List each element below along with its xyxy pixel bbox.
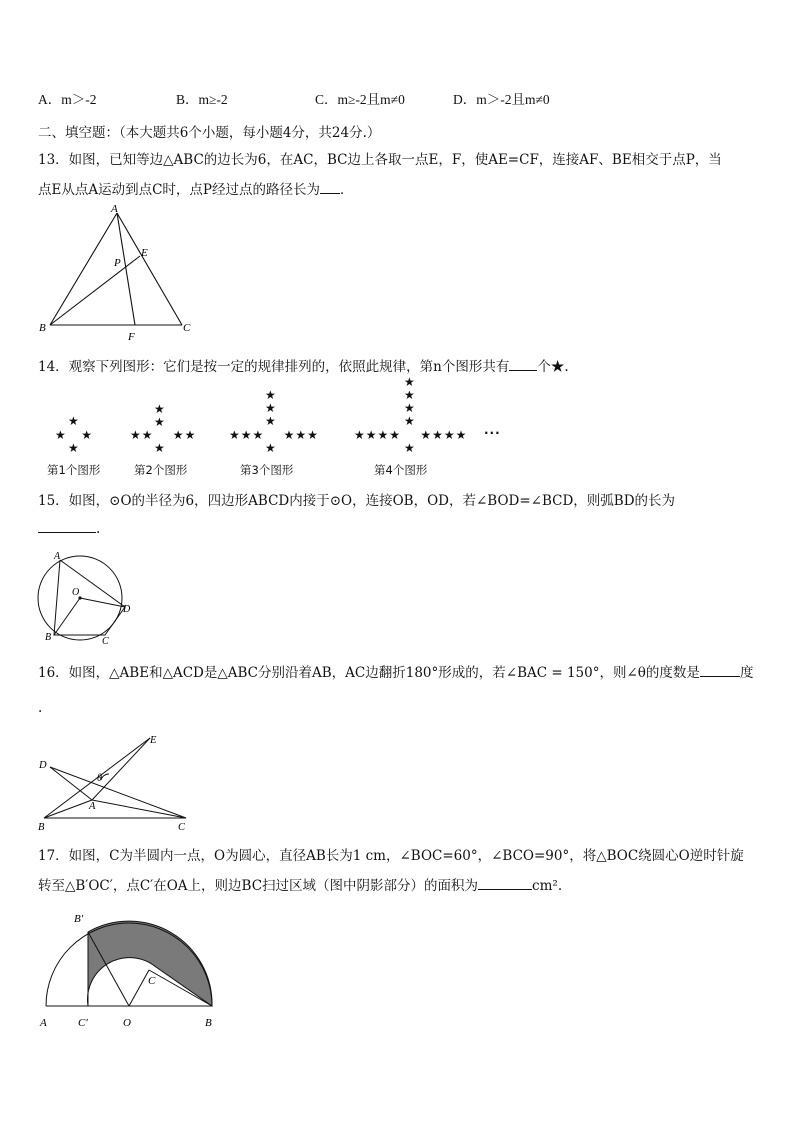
q16-text-line1: 16．如图，△ABE和△ACD是△ABC分别沿着AB，AC边翻折180°形成的，若∠BAC = 150°，则∠θ的度数是 度 — [38, 665, 754, 681]
label-o: O — [123, 1017, 131, 1029]
section-title: 二、填空题：（本大题共6个小题，每小题4分，共24分.） — [38, 125, 381, 141]
star: ★ — [154, 441, 166, 455]
caption-fig2: 第2个图形 — [134, 463, 188, 477]
label-c: C — [148, 975, 156, 987]
q14-star-patterns — [0, 370, 794, 460]
answer-blank — [700, 664, 740, 677]
q17-text-line1: 17．如图，C为半圆内一点，O为圆心，直径AB长为1 cm，∠BOC=60°，∠BCO=90°，将△BOC绕圆心O逆时针旋 — [38, 848, 744, 864]
q16-text-line2: . — [38, 700, 43, 716]
label-p: P — [114, 257, 121, 269]
label-c: C — [178, 822, 186, 833]
label-a: A — [54, 551, 61, 562]
q13-triangle-figure — [30, 200, 210, 345]
option-d: D．m＞-2且m≠0 — [453, 92, 550, 107]
star: ★ — [154, 402, 166, 416]
star-row: ★ ★ — [55, 428, 93, 442]
label-theta: θ — [97, 773, 102, 784]
star-row: ★★★ ★★★ — [229, 428, 319, 442]
answer-blank — [320, 181, 340, 194]
q13-text-line2: 点E从点A运动到点C时，点P经过点的路径长为 ． — [38, 182, 354, 198]
label-o: O — [72, 587, 80, 598]
answer-blank — [478, 877, 532, 890]
option-c: C．m≥-2且m≠0 — [315, 92, 405, 107]
ellipsis: ··· — [484, 426, 501, 440]
q15-circle-figure — [30, 548, 140, 648]
label-d: D — [123, 604, 131, 615]
q15-text-line2: . — [38, 520, 100, 537]
star: ★ — [68, 414, 80, 428]
star: ★ — [404, 414, 416, 428]
caption-fig3: 第3个图形 — [240, 463, 294, 477]
label-e: E — [141, 247, 148, 259]
star: ★ — [265, 388, 277, 402]
label-d: D — [39, 760, 47, 771]
star-row: ★★ ★★ — [130, 428, 197, 442]
star: ★ — [404, 388, 416, 402]
label-b-prime: B′ — [74, 913, 84, 925]
star: ★ — [404, 375, 416, 389]
label-b: B — [38, 822, 45, 833]
label-c: C — [102, 636, 109, 647]
star: ★ — [68, 441, 80, 455]
q17-semicircle-figure — [30, 900, 230, 1035]
caption-fig4: 第4个图形 — [374, 463, 428, 477]
q13-text-line1: 13．如图，已知等边△ABC的边长为6，在AC，BC边上各取一点E，F，使AE=CF，连接AF、BE相交于点P，当 — [38, 152, 722, 168]
option-b: B．m≥-2 — [176, 92, 228, 107]
option-a: A．m＞-2 — [38, 92, 97, 107]
caption-fig1: 第1个图形 — [47, 463, 101, 477]
label-b: B — [205, 1017, 212, 1029]
star: ★ — [404, 441, 416, 455]
star: ★ — [265, 414, 277, 428]
q14-text-line1: 14．观察下列图形：它们是按一定的规律排列的，依照此规律，第n个图形共有 个★. — [38, 359, 569, 375]
label-e: E — [150, 735, 157, 746]
label-a: A — [89, 801, 96, 812]
label-f: F — [128, 331, 135, 343]
q17-text-line2: 转至△B′OC′，点C′在OA上，则边BC扫过区域（图中阴影部分）的面积为 cm². — [38, 878, 563, 894]
star: ★ — [154, 415, 166, 429]
label-c-prime: C′ — [78, 1017, 88, 1029]
star: ★ — [404, 401, 416, 415]
q16-fold-figure — [30, 725, 200, 835]
label-b: B — [39, 322, 46, 334]
answer-blank — [38, 520, 96, 533]
label-c: C — [183, 322, 191, 334]
star: ★ — [265, 441, 277, 455]
star-row: ★★★★ ★★★★ — [354, 428, 468, 442]
q15-text-line1: 15．如图，⊙O的半径为6，四边形ABCD内接于⊙O，连接OB，OD，若∠BOD=∠BCD，则弧BD的长为 — [38, 493, 676, 509]
star: ★ — [265, 401, 277, 415]
label-a: A — [40, 1017, 47, 1029]
label-b: B — [45, 632, 52, 643]
label-a: A — [111, 203, 118, 215]
